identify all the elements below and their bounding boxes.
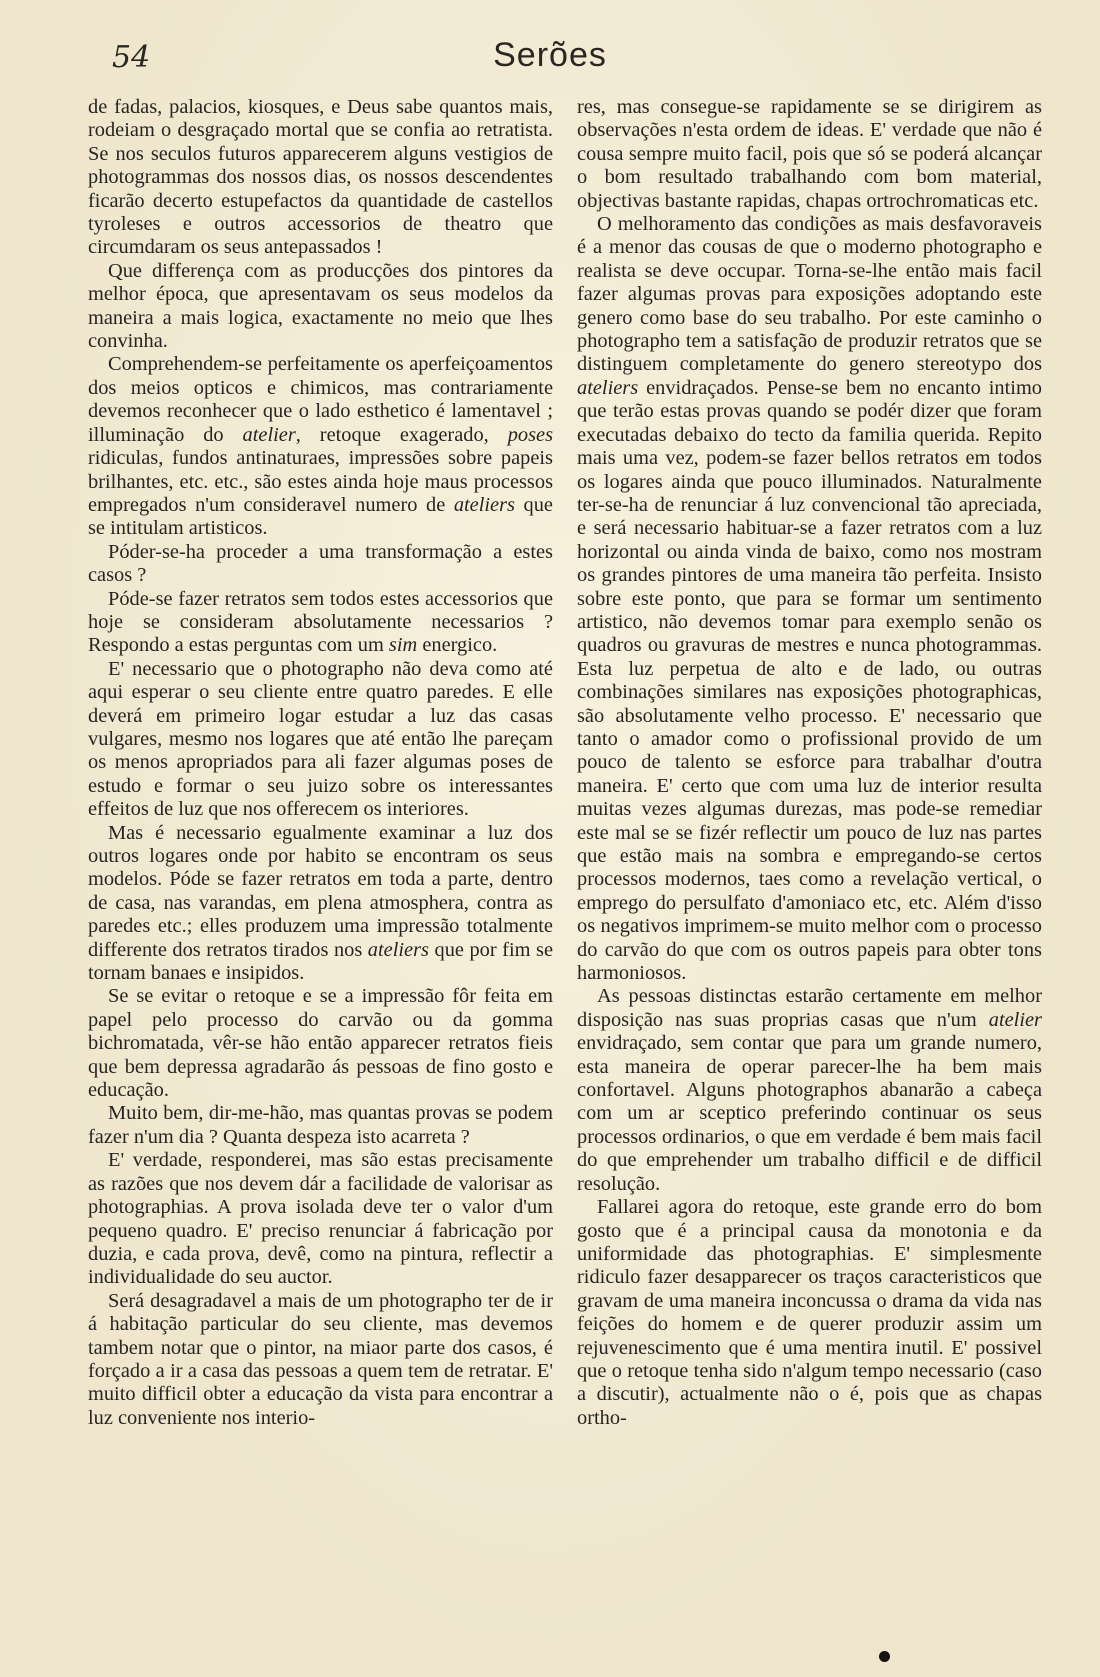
paragraph: de fadas, palacios, kiosques, e Deus sabe quantos mais, rodeiam o desgraçado mortal que se confia ao retratista. Se nos seculos futuros apparecerem alguns vestigios de photogrammas dos nossos dias, os nossos descendentes ficarão decerto estupefactos da quantidade de castellos tyroleses e outros accessorios de theatro que circumdaram os seus antepassados ! — [88, 96, 553, 259]
italic-term: ateliers — [453, 493, 515, 516]
text-run: Póde-se fazer retratos sem todos estes accessorios que hoje se consideram absolutamente necessarios ? Respondo a estas perguntas com um — [88, 587, 553, 657]
paragraph: Se se evitar o retoque e se a impressão fôr feita em papel pelo processo do carvão ou da gomma bichromatada, vêr-se hão então apparecer retratos fieis que bem depressa agradarão ás pessoas de fino gosto e educação. — [88, 985, 553, 1102]
text-run: , retoque exagerado, — [295, 423, 508, 446]
italic-term: ateliers — [367, 938, 429, 961]
italic-term: atelier — [242, 423, 296, 446]
text-run: que por fim se tornam banaes e insipidos. — [88, 938, 553, 985]
ink-dot-mark — [879, 1651, 890, 1662]
paragraph: Póder-se-ha proceder a uma transformação a estes casos ? — [88, 540, 553, 587]
paragraph: E' necessario que o photographo não deva como até aqui esperar o seu cliente entre quatro paredes. E elle deverá em primeiro logar estudar a luz das casas vulgares, mesmo nos logares que até então lhe pareçam os menos apropriados para ali fazer algumas poses de estudo e formar o seu juizo sobre os interessantes effeitos de luz que nos offerecem os interiores. — [88, 657, 553, 821]
text-run: envidraçados. Pense-se bem no encanto intimo que terão estas provas quando se podér dizer que foram executadas debaixo do tecto da familia querida. Repito mais uma vez, podem-se fazer bellos retratos em todos os logares ainda que pouco illuminados. Naturalmente ter-se-ha de renunciar á luz convencional tão apreciada, e será necessario habituar-se a fazer retratos com a luz horizontal ou ainda vinda de baixo, como nos mostram os grandes pintores de uma maneira tão perfeita. Insisto sobre este ponto, que para se formar um sentimento artistico, não devemos tomar para exemplo senão os quadros ou gravuras de mestres e nunca photogrammas. Esta luz perpetua de alto e de lado, ou outras combinações similares nas exposições photographicas, são absolutamente velho processo. E' necessario que tanto o amador como o profissional provido de um pouco de talento se esforce para trabalhar d'outra maneira. E' certo que com uma luz de interior resulta muitas vezes algumas durezas, mas pode-se remediar este mal se se fizér reflectir um pouco de luz nas partes que estão mais na sombra e empregando-se certos processos modernos, taes como a revelação vertical, o emprego do persulfato d'amoniaco etc, etc. Além d'isso os negativos imprimem-se muito melhor com o processo do carvão do que com os outros papeis para obter tons harmoniosos. — [577, 376, 1042, 985]
italic-term: poses — [507, 423, 553, 446]
text-run: O melhoramento das condições as mais desfavoraveis é a menor das cousas de que o moderno photographo e realista se deve occupar. Torna-se-lhe então mais facil fazer algumas provas para exposições adoptando este genero como base do seu trabalho. Por este caminho o photographo tem a satisfação de produzir retratos que se distinguem completamente do genero stereotypo dos — [577, 213, 1042, 376]
paragraph: Que differença com as producções dos pintores da melhor época, que apresentavam os seus modelos da maneira a mais logica, exactamente no meio que lhes convinha. — [88, 259, 553, 353]
paragraph — [577, 213, 1042, 985]
text-run: Mas é necessario egualmente examinar a luz dos outros logares onde por habito se encontram os seus modelos. Póde se fazer retratos em toda a parte, dentro de casa, nas varandas, em plena atmosphera, contra as paredes etc.; elles produzem uma impressão totalmente differente dos retratos tirados nos — [88, 821, 553, 961]
left-text-column — [88, 96, 553, 1430]
text-run: As pessoas distinctas estarão certamente em melhor disposição nas suas proprias casas que n'um — [577, 985, 1042, 1031]
italic-term: sim — [388, 634, 418, 657]
text-run: envidraçado, sem contar que para um grande numero, esta maneira de operar parecer-lhe ha bem mais confortavel. Alguns photographos abanarão a cabeça com um ar sceptico preferindo continuar os seus processos ordinarios, o que em verdade é bem mais facil do que emprehender um trabalho difficil e de difficil resolução. — [577, 1032, 1042, 1195]
paragraph: Muito bem, dir-me-hão, mas quantas provas se podem fazer n'um dia ? Quanta despeza isto acarreta ? — [88, 1102, 553, 1148]
paragraph — [88, 822, 553, 986]
paragraph: Será desagradavel a mais de um photographo ter de ir á habitação particular do seu cliente, mas devemos tambem notar que o pintor, na miaor parte dos casos, é forçado a ir a casa das pessoas a quem tem de retratar. E' muito difficil obter a educação da vista para encontrar a luz conveniente nos interio- — [88, 1289, 553, 1429]
text-run: energico. — [417, 634, 498, 657]
paragraph: res, mas consegue-se rapidamente se se dirigirem as observações n'esta ordem de ideas. E' verdade que não é cousa sempre muito facil, pois que só se poderá alcançar o bom resultado trabalhando com bom material, objectivas bastante rapidas, chapas ortrochromaticas etc. — [577, 96, 1042, 212]
italic-term: ateliers — [577, 376, 639, 399]
running-title: Serões — [493, 36, 607, 74]
italic-term: atelier — [988, 1008, 1042, 1031]
paragraph: E' verdade, responderei, mas são estas precisamente as razões que nos devem dár a facilidade de valorisar as photographias. A prova isolada deve ter o valor d'um pequeno quadro. E' preciso renunciar á fabricação por duzia, e cada prova, devê, como na pintura, reflectir a individualidade do seu auctor. — [88, 1149, 553, 1289]
right-text-column — [577, 96, 1042, 1430]
text-run: Comprehendem-se perfeitamente os aperfeiçoamentos dos meios opticos e chimicos, mas contrariamente devemos reconhecer que o lado esthetico é lamentavel ; illuminação do — [88, 353, 553, 446]
page-number: 54 — [112, 40, 151, 75]
paragraph — [88, 353, 553, 540]
paragraph — [577, 985, 1042, 1196]
text-run: que se intitulam artisticos. — [88, 493, 553, 540]
text-run: ridiculas, fundos antinaturaes, impressões sobre papeis brilhantes, etc. etc., são estes ainda hoje maus processos empregados n'um consideravel numero de — [88, 447, 553, 516]
paragraph — [88, 588, 553, 658]
paragraph: Fallarei agora do retoque, este grande erro do bom gosto que é a principal causa da monotonia e da uniformidade das photographias. E' simplesmente ridiculo fazer desapparecer os traços caracteristicos que gravam de uma maneira inconcussa o drama da vida nas feições do homem e de querer produzir assim um rejuvenescimento que é uma mentira inutil. E' possivel que o retoque tenha sido n'algum tempo necessario (caso a discutir), actualmente não o é, pois que as chapas ortho- — [577, 1196, 1042, 1429]
